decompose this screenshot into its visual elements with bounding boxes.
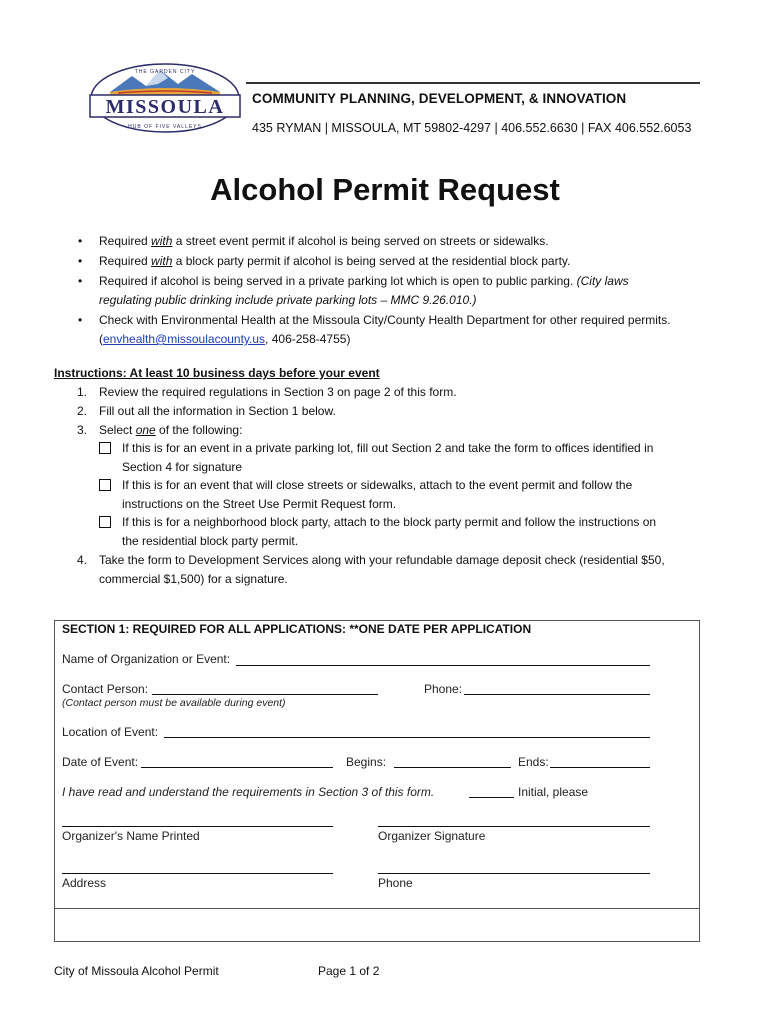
checkbox-option-label: If this is for a neighborhood block party, attach to the block party permit and follow the instructions on (122, 515, 657, 529)
location-label: Location of Event: (62, 725, 159, 739)
contact-label: Contact Person: (62, 682, 149, 696)
bullet-item: Check with Environmental Health at the Missoula City/County Health Department for other required permits. (99, 313, 671, 327)
parking-lot-checkbox[interactable] (99, 442, 111, 454)
contact-input[interactable] (152, 694, 378, 695)
instruction-item: Review the required regulations in Section 3 on page 2 of this form. (99, 385, 457, 399)
logo-wordmark: MISSOULA (105, 96, 225, 118)
phone-input[interactable] (464, 694, 650, 695)
bullet-item: Required if alcohol is being served in a private parking lot which is open to public parking. (City laws (99, 274, 629, 288)
phone2-label: Phone (378, 876, 413, 890)
address-input[interactable] (62, 873, 333, 874)
bullet-item-continued: regulating public drinking include private parking lots – MMC 9.26.010.) (99, 293, 477, 307)
initial-input[interactable] (469, 797, 514, 798)
checkbox-option-label: Section 4 for signature (122, 460, 243, 474)
footer-form-name: City of Missoula Alcohol Permit (54, 964, 219, 978)
phone-label: Phone: (424, 682, 463, 696)
section-1-box (54, 620, 700, 942)
block-party-checkbox[interactable] (99, 516, 111, 528)
checkbox-option-label: If this is for an event in a private parking lot, fill out Section 2 and take the form to offices identified in (122, 441, 654, 455)
checkbox-option-label: instructions on the Street Use Permit Request form. (122, 497, 397, 511)
email-link[interactable]: envhealth@missoulacounty.us (103, 332, 266, 346)
date-input[interactable] (141, 767, 333, 768)
phone2-input[interactable] (378, 873, 650, 874)
street-closure-checkbox[interactable] (99, 479, 111, 491)
signature-input[interactable] (378, 826, 650, 827)
bullet-dot: • (78, 254, 83, 268)
list-number: 3. (77, 423, 88, 437)
footer-page-number: Page 1 of 2 (318, 964, 380, 978)
bullet-item: Required with a street event permit if alcohol is being served on streets or sidewalks. (99, 234, 549, 248)
signature-label: Organizer Signature (378, 829, 486, 843)
instruction-item: Fill out all the information in Section 1 below. (99, 404, 336, 418)
instruction-item: Select one of the following: (99, 423, 243, 437)
header-rule (246, 82, 700, 84)
logo-arc-top: THE GARDEN CITY (134, 69, 196, 75)
section-1-divider (54, 908, 699, 909)
department-address: 435 RYMAN | MISSOULA, MT 59802-4297 | 406.552.6630 | FAX 406.552.6053 (252, 121, 692, 135)
contact-note: (Contact person must be available during event) (62, 697, 286, 709)
list-number: 1. (77, 385, 88, 399)
org-label: Name of Organization or Event: (62, 652, 231, 666)
bullet-dot: • (78, 313, 83, 327)
page-title: Alcohol Permit Request (210, 172, 560, 207)
logo-arc-bottom: HUB OF FIVE VALLEYS (128, 124, 202, 130)
agreement-text: I have read and understand the requirements in Section 3 of this form. (62, 785, 435, 799)
checkbox-option-label: the residential block party permit. (122, 534, 299, 548)
location-input[interactable] (164, 737, 650, 738)
name-printed-input[interactable] (62, 826, 333, 827)
bullet-dot: • (78, 274, 83, 288)
address-label: Address (62, 876, 107, 890)
bullet-item-continued: (envhealth@missoulacounty.us, 406-258-4755) (99, 332, 351, 346)
list-number: 2. (77, 404, 88, 418)
org-input[interactable] (236, 665, 650, 666)
ends-label: Ends: (518, 755, 549, 769)
date-label: Date of Event: (62, 755, 139, 769)
checkbox-option-label: If this is for an event that will close streets or sidewalks, attach to the event permit and follow the (122, 478, 633, 492)
department-name: COMMUNITY PLANNING, DEVELOPMENT, & INNOVATION (252, 91, 627, 106)
begins-label: Begins: (346, 755, 387, 769)
missoula-logo (88, 62, 242, 134)
initial-label: Initial, please (518, 785, 589, 799)
list-number: 4. (77, 553, 88, 567)
ends-input[interactable] (550, 767, 650, 768)
name-printed-label: Organizer's Name Printed (62, 829, 200, 843)
instruction-item: Take the form to Development Services along with your refundable damage deposit check (residential $50, (99, 553, 665, 567)
bullet-dot: • (78, 234, 83, 248)
instructions-heading: Instructions: At least 10 business days before your event (54, 366, 380, 380)
section-1-title: SECTION 1: REQUIRED FOR ALL APPLICATIONS: **ONE DATE PER APPLICATION (62, 622, 532, 636)
bullet-item: Required with a block party permit if alcohol is being served at the residential block party. (99, 254, 571, 268)
instruction-item-continued: commercial $1,500) for a signature. (99, 572, 288, 586)
begins-input[interactable] (394, 767, 511, 768)
